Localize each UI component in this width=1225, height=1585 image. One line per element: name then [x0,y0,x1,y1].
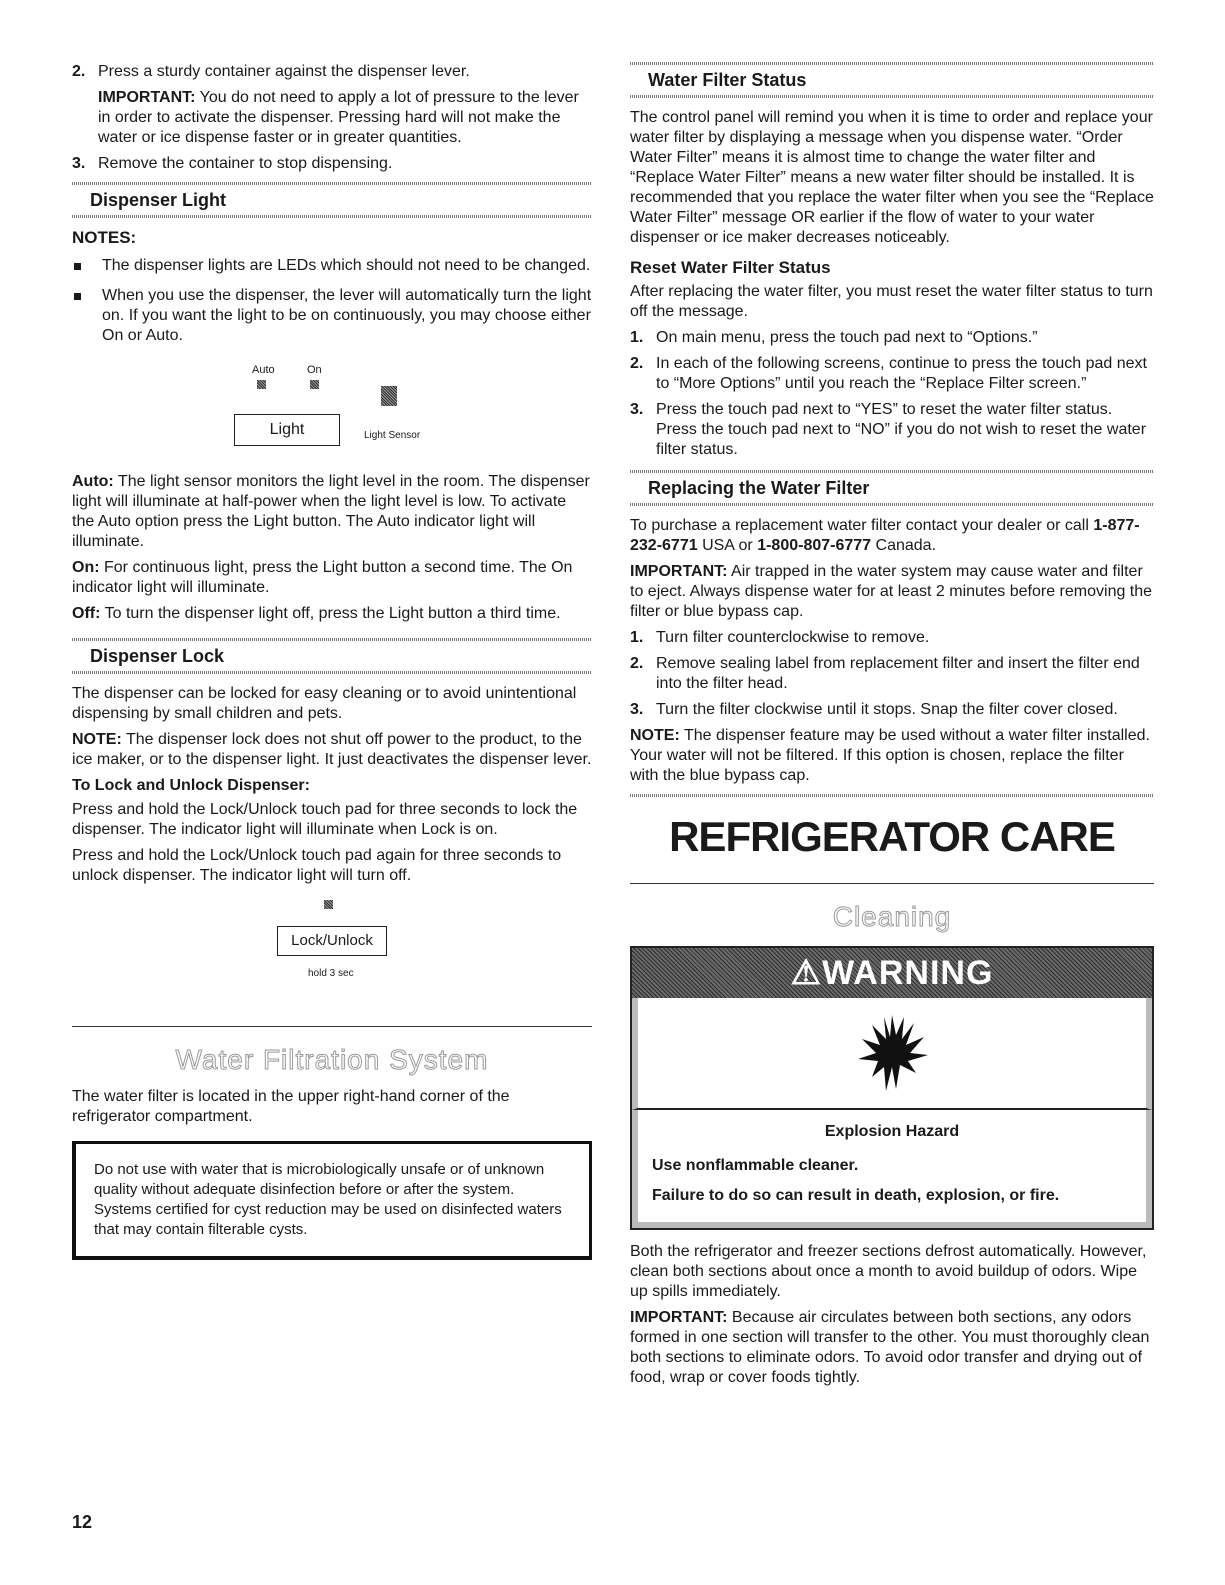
explosion-warning-box [630,946,1154,1230]
purchase-filter-text: To purchase a replacement water filter contact your dealer or call 1-877-232-6771 USA or 1-800-807-6777 Canada. [630,517,1140,554]
unlock-instructions: Press and hold the Lock/Unlock touch pad again for three seconds to unlock dispenser. The indicator light will turn off. [72,847,562,884]
on-led-icon [310,380,319,389]
dispense-step-2 [72,62,592,148]
light-button: Light [234,414,340,446]
reset-step: 2. In each of the following screens, continue to press the touch pad next to “More Options” until you reach the “Replace Filter screen.” [630,355,1147,392]
step-text: Remove the container to stop dispensing. [98,155,393,172]
warning-header: ⚠WARNING [632,948,1152,998]
lock-led-icon [324,900,333,909]
step-number: 2. [72,63,86,80]
lock-note: NOTE: The dispenser lock does not shut off power to the product, to the ice maker, or to the dispenser light. It just deactivates the dispenser lever. [72,731,592,768]
dispenser-lock-heading: Dispenser Lock [72,638,592,674]
left-column [72,62,592,1260]
hazard-title: Explosion Hazard [824,1123,960,1140]
replacing-filter-heading: Replacing the Water Filter [630,470,1154,506]
light-panel-diagram [72,356,592,464]
dispenser-light-heading: Dispenser Light [72,182,592,218]
filter-location-text: The water filter is located in the upper right-hand corner of the refrigerator compartment. [72,1088,510,1125]
hazard-consequence: Failure to do so can result in death, explosion, or fire. [652,1187,1060,1204]
reset-intro: After replacing the water filter, you must reset the water filter status to turn off the message. [630,283,1153,320]
section-divider [630,883,1154,884]
on-description: On: For continuous light, press the Light button a second time. The On indicator light will illuminate. [72,559,573,596]
section-divider [72,1026,592,1027]
notes-heading: NOTES: [72,228,137,247]
step-number: 3. [72,155,86,172]
bullet-square-icon [74,293,81,300]
defrost-text: Both the refrigerator and freezer sections defrost automatically. However, clean both sections about once a month to avoid buildup of odors. Wipe up spills immediately. [630,1243,1147,1300]
lock-panel-diagram [72,896,592,1006]
explosion-icon-area [632,998,1152,1110]
lock-intro: The dispenser can be locked for easy cleaning or to avoid unintentional dispensing by small children and pets. [72,685,577,722]
water-quality-caution-box: Do not use with water that is microbiologically unsafe or of unknown quality without adequate disinfection before or after the system. Systems certified for cyst reduction may be used on disinfected waters that may contain filterable cysts. [72,1141,592,1260]
filter-status-text: The control panel will remind you when it is time to order and replace your water filter by displaying a message when you dispense water. “Order Water Filter” means it is almost time to change the water filter and “Replace Water Filter” means a new water filter should be installed. It is recommended that you replace the water filter when you see the “Replace Water Filter” message OR earlier if the flow of water to your water dispenser or ice maker decreases noticeably. [630,109,1154,246]
right-column [630,62,1154,1394]
hazard-instruction: Use nonflammable cleaner. [652,1157,859,1174]
replace-step: 2. Remove sealing label from replacement filter and insert the filter end into the filter head. [630,655,1140,692]
lock-unlock-heading: To Lock and Unlock Dispenser: [72,777,310,794]
lock-unlock-button: Lock/Unlock [277,926,387,956]
dotted-divider [630,794,1154,797]
phone-canada: 1-800-807-6777 [757,537,872,554]
note-item: The dispenser lights are LEDs which should not need to be changed. [72,256,592,276]
refrigerator-care-title: REFRIGERATOR CARE [669,813,1115,860]
water-filter-status-heading: Water Filter Status [630,62,1154,98]
dispense-step-3 [72,154,592,174]
light-sensor-label: Light Sensor [364,430,421,441]
bypass-note: NOTE: The dispenser feature may be used without a water filter installed. Your water will not be filtered. If this option is chosen, replace the filter with the blue bypass cap. [630,727,1150,784]
hazard-text [632,1110,1152,1228]
off-description: Off: To turn the dispenser light off, press the Light button a third time. [72,605,561,622]
bullet-square-icon [74,263,81,270]
reset-step: 3. Press the touch pad next to “YES” to reset the water filter status. Press the touch pad next to “NO” if you do not wish to reset the water filter status. [630,401,1147,458]
replace-step: 3. Turn the filter clockwise until it stops. Snap the filter cover closed. [630,701,1118,718]
note-item: When you use the dispenser, the lever will automatically turn the light on. If you want the light to be on continuously, you may choose either On or Auto. [72,286,592,346]
reset-step: 1. On main menu, press the touch pad next to “Options.” [630,329,1038,346]
auto-led-icon [257,380,266,389]
step-important: IMPORTANT: You do not need to apply a lot of pressure to the lever in order to activate the dispenser. Pressing hard will not make the water or ice dispense faster or in greater quantities. [98,89,579,146]
auto-indicator-label: Auto [252,364,275,376]
cleaning-title: Cleaning [832,901,952,932]
reset-filter-heading: Reset Water Filter Status [630,258,831,277]
replace-step: 1. Turn filter counterclockwise to remove. [630,629,930,646]
light-sensor-icon [381,386,397,406]
water-filtration-title: Water Filtration System [175,1044,489,1075]
hold-duration-label: hold 3 sec [308,968,354,979]
explosion-icon [852,1011,932,1095]
care-important: IMPORTANT: Because air circulates between both sections, any odors formed in one section will transfer to the other. You must thoroughly clean both sections to eliminate odors. To avoid odor transfer and drying out of food, wrap or cover foods tightly. [630,1309,1150,1386]
on-indicator-label: On [307,364,322,376]
lock-instructions: Press and hold the Lock/Unlock touch pad for three seconds to lock the dispenser. The indicator light will illuminate when Lock is on. [72,801,578,838]
replace-important: IMPORTANT: Air trapped in the water system may cause water and filter to eject. Always dispense water for at least 2 minutes before removing the filter or blue bypass cap. [630,563,1153,620]
page-number: 12 [72,1512,93,1532]
phone-usa: 1-877-232-6771 [630,517,1140,554]
step-text: Press a sturdy container against the dispenser lever. [98,63,470,80]
auto-description: Auto: The light sensor monitors the light level in the room. The dispenser light will illuminate at half-power when the light level is low. To activate the Auto option press the Light button. The Auto indicator light will illuminate. [72,473,590,550]
